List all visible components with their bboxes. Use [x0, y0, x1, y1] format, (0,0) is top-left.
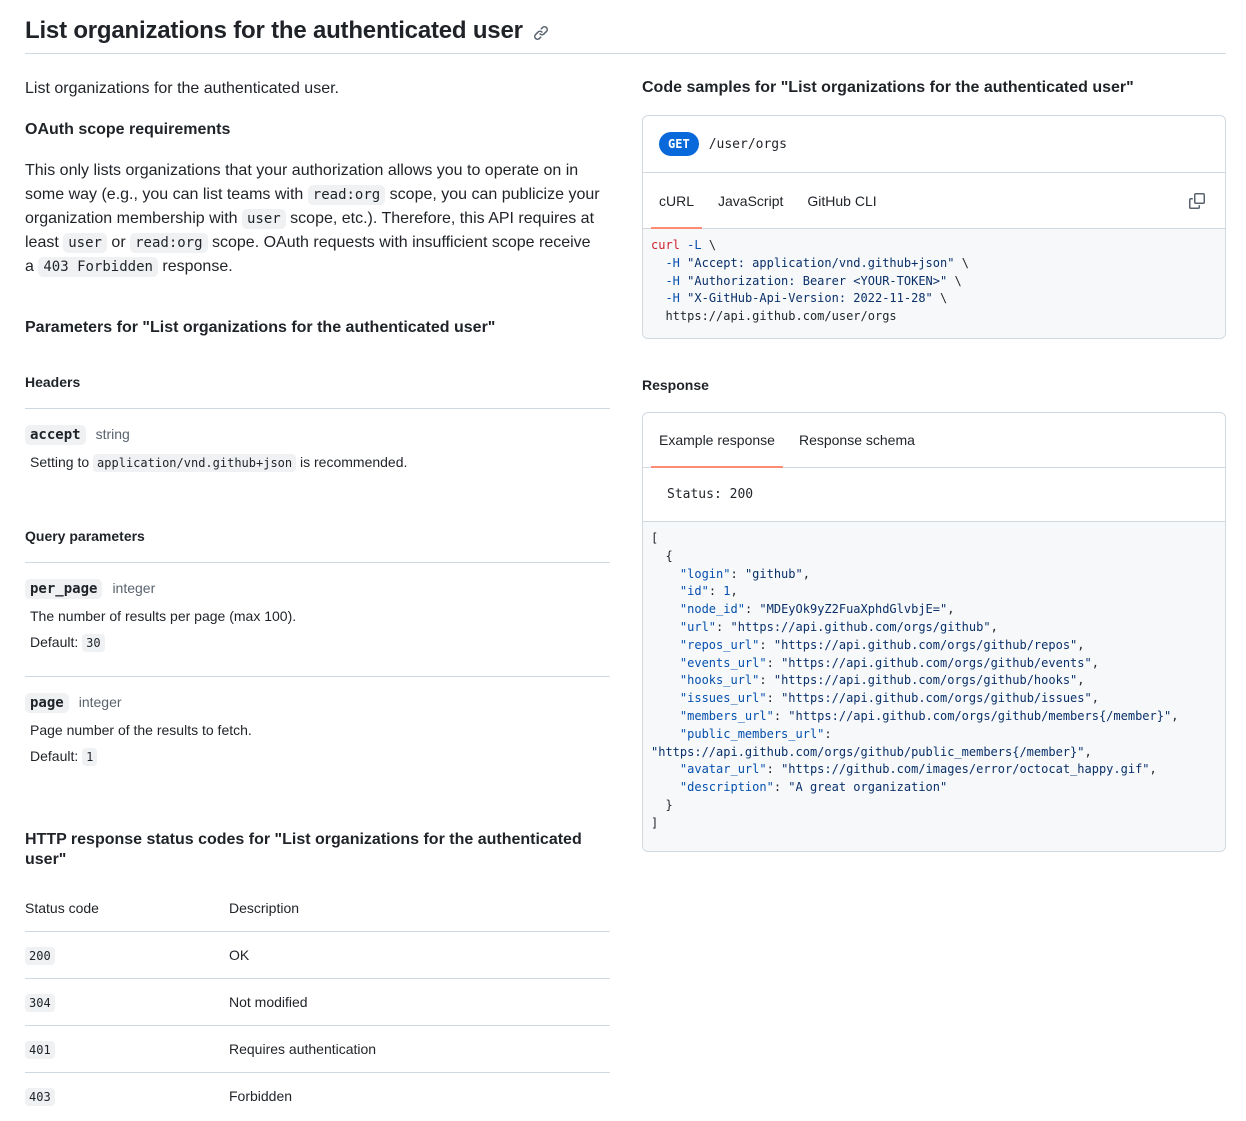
parameters-heading: Parameters for "List organizations for the authenticated user" [25, 319, 496, 336]
param-description: Page number of the results to fetch. [30, 722, 252, 738]
response-status: Status: 200 [643, 468, 1225, 522]
code-403-forbidden: 403 Forbidden [38, 257, 158, 277]
json-line: "repos_url": "https://api.github.com/orgs/github/repos", [679, 637, 1085, 652]
json-line: "id": 1, [679, 584, 738, 599]
param-type: integer [112, 580, 156, 596]
param-description: The number of results per page (max 100). [30, 608, 297, 624]
response-tabs [643, 413, 1225, 468]
param-type: integer [78, 694, 122, 710]
status-description: Not modified [229, 978, 610, 1025]
json-line: { [665, 548, 673, 563]
param-description: Setting to application/vnd.github+json is recommended. [30, 454, 408, 470]
code-samples-heading: Code samples for "List organizations for the authenticated user" [642, 79, 1134, 96]
endpoint-row [643, 116, 1225, 173]
param-page [30, 694, 610, 764]
oauth-heading: OAuth scope requirements [25, 121, 231, 138]
json-line: [ [651, 531, 659, 545]
json-line: "members_url": "https://api.github.com/orgs/github/members{/member}", [679, 708, 1179, 723]
param-name: per_page [25, 579, 102, 599]
param-per-page [30, 580, 610, 650]
page-title-text: List organizations for the authenticated user [25, 17, 523, 44]
param-default: Default: 30 [30, 634, 610, 650]
column-header-status-code: Status code [25, 885, 229, 931]
column-header-description: Description [229, 885, 610, 931]
status-code: 304 [25, 994, 55, 1012]
page-title [25, 17, 549, 45]
response-box [642, 412, 1226, 852]
json-line: "issues_url": "https://api.github.com/orgs/github/issues", [679, 691, 1099, 706]
json-line: "hooks_url": "https://api.github.com/orgs/github/hooks", [679, 673, 1085, 688]
endpoint-path: /user/orgs [708, 136, 787, 152]
json-line: "url": "https://api.github.com/orgs/github", [679, 619, 998, 634]
json-line: "login": "github", [679, 566, 810, 581]
status-description: Forbidden [229, 1087, 293, 1104]
param-accept [30, 426, 610, 470]
divider [25, 562, 610, 563]
json-line: ] [651, 815, 659, 830]
status-description: OK [229, 931, 610, 978]
copy-icon[interactable] [1189, 193, 1205, 209]
response-heading: Response [642, 377, 709, 393]
table-row [25, 1072, 610, 1119]
status-code: 200 [25, 947, 55, 965]
table-row [25, 978, 610, 1025]
tab-curl[interactable]: cURL [651, 173, 702, 228]
param-name: page [25, 693, 69, 713]
json-code-block [643, 522, 1225, 851]
tab-javascript[interactable]: JavaScript [718, 192, 784, 209]
code-user: user [63, 233, 107, 253]
json-line: "public_members_url": [679, 726, 839, 741]
status-codes-table [25, 885, 610, 1119]
method-badge: GET [659, 132, 699, 156]
table-row [25, 931, 610, 978]
json-line: "node_id": "MDEyOk9yZ2FuaXphdGlvbjE=", [679, 602, 955, 617]
headers-label: Headers [25, 374, 81, 390]
link-icon[interactable] [533, 25, 549, 41]
code-sample-box [642, 115, 1226, 339]
param-type: string [95, 426, 130, 442]
divider [25, 676, 610, 677]
code-read-org: read:org [130, 233, 207, 253]
tab-example-response[interactable]: Example response [651, 413, 783, 467]
code-read-org: read:org [308, 185, 385, 205]
json-line: "events_url": "https://api.github.com/orgs/github/events", [679, 655, 1099, 670]
json-line: "description": "A great organization" [679, 780, 948, 795]
oauth-paragraph: This only lists organizations that your authorization allows you to operate on in some way (e.g., you can list teams with read:org scope, you can publicize your organization membership with user scope, etc.). Therefore, this API requires at least user or read:org scope. OAuth requests with insufficient scope receive a 403 Forbidden response. [25, 162, 600, 275]
status-description: Requires authentication [229, 1025, 610, 1072]
tab-response-schema[interactable]: Response schema [798, 432, 915, 448]
param-name: accept [25, 425, 86, 445]
status-code: 401 [25, 1041, 55, 1059]
divider [25, 408, 610, 409]
intro-text: List organizations for the authenticated user. [25, 80, 339, 97]
json-line: "avatar_url": "https://github.com/images/error/octocat_happy.gif", [679, 762, 1157, 777]
tab-github-cli[interactable]: GitHub CLI [807, 192, 877, 209]
curl-code-block: curl -L \ -H "Accept: application/vnd.github+json" \ -H "Authorization: Bearer <YOUR-TOKEN>" \ -H "X-GitHub-Api-Version: 2022-11-28" \ https://api.github.com/user/orgs [643, 229, 1225, 338]
code-user: user [242, 209, 286, 229]
title-divider [25, 53, 1226, 54]
status-codes-heading: HTTP response status codes for "List organizations for the authenticated user" [25, 831, 582, 868]
language-tabs [643, 173, 1225, 229]
json-line: } [665, 797, 673, 812]
status-code: 403 [25, 1088, 55, 1106]
json-line: "https://api.github.com/orgs/github/public_members{/member}", [651, 744, 1092, 759]
param-default: Default: 1 [30, 748, 610, 764]
query-params-label: Query parameters [25, 528, 145, 544]
table-row [25, 1025, 610, 1072]
